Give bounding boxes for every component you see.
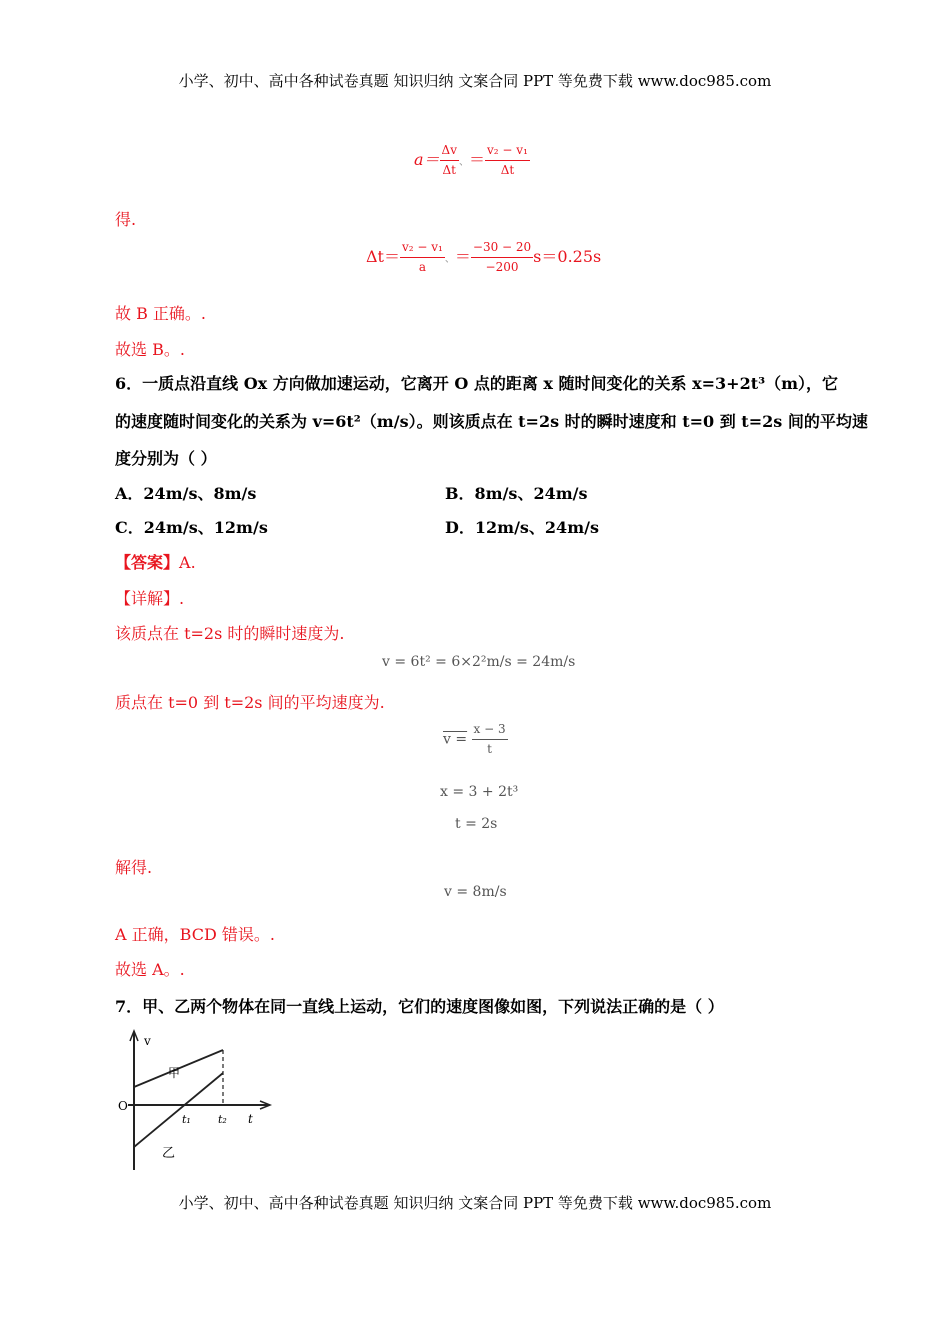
q6-option-c: C．24m/s、12m/s <box>115 518 268 537</box>
q6-line2: 的速度随时间变化的关系为 v=6t²（m/s）。则该质点在 t=2s 时的瞬时速度和 t=0 到 t=2s 间的平均速 <box>115 412 868 431</box>
answer-line <box>115 550 196 573</box>
text-jiede: 解得. <box>115 858 153 877</box>
equation-average-num: x − 3 <box>472 722 508 740</box>
formula1-frac2 <box>485 143 530 178</box>
line-yi <box>134 1073 223 1147</box>
formula2-rhs: s＝0.25s <box>533 247 602 266</box>
equation-average-den: t <box>487 742 492 756</box>
text-de: 得. <box>115 210 137 229</box>
label-t: t <box>248 1112 253 1126</box>
page-header: 小学、初中、高中各种试卷真题 知识归纳 文案合同 PPT 等免费下载 www.doc985.com <box>178 72 772 90</box>
q6-line3: 度分别为（ ） <box>115 449 217 468</box>
formula2-sep: 、 <box>444 254 455 265</box>
formula1-lhs: a＝ <box>414 150 440 169</box>
formula2-den1: a <box>418 260 427 274</box>
answer-label: 【答案】 <box>115 553 180 572</box>
velocity-time-graph <box>110 1025 280 1175</box>
answer-value: A. <box>179 553 196 572</box>
formula2-frac1 <box>400 240 445 275</box>
formula2-num1: v₂ − v₁ <box>400 240 445 258</box>
formula2-num2: −30 − 20 <box>471 240 533 258</box>
label-jia: 甲 <box>168 1066 181 1080</box>
q7-stem: 7．甲、乙两个物体在同一直线上运动，它们的速度图像如图，下列说法正确的是（ ） <box>115 997 724 1016</box>
formula1-eq: ＝ <box>469 150 486 169</box>
label-v: v <box>144 1034 151 1048</box>
q6-option-d: D．12m/s、24m/s <box>445 518 599 537</box>
formula1-num1: Δv <box>440 143 459 161</box>
equation-average-lhs: v = <box>443 731 468 748</box>
formula-acceleration <box>414 143 530 178</box>
text-a-correct: A 正确，BCD 错误。. <box>115 925 275 944</box>
formula2-den2: −200 <box>485 260 519 274</box>
solution-line2: 质点在 t=0 到 t=2s 间的平均速度为. <box>115 693 385 712</box>
detail-label: 【详解】. <box>115 589 185 608</box>
label-o: O <box>118 1099 128 1113</box>
label-t2: t₂ <box>218 1113 227 1126</box>
formula-delta-t <box>366 240 601 275</box>
label-yi: 乙 <box>162 1146 176 1161</box>
page-footer: 小学、初中、高中各种试卷真题 知识归纳 文案合同 PPT 等免费下载 www.doc985.com <box>178 1194 772 1212</box>
formula1-frac1 <box>440 143 459 178</box>
equation-x: x = 3 + 2t³ <box>440 784 519 800</box>
text-choose-b: 故选 B。. <box>115 340 185 359</box>
q6-option-b: B．8m/s、24m/s <box>445 484 588 503</box>
equation-result: v = 8m/s <box>444 884 507 900</box>
equation-t: t = 2s <box>455 816 498 832</box>
formula2-eq: ＝ <box>454 247 471 266</box>
formula1-den2: Δt <box>500 163 515 177</box>
q6-option-a: A．24m/s、8m/s <box>115 484 257 503</box>
formula2-lhs: Δt＝ <box>366 247 400 266</box>
formula1-sep: 、 <box>459 157 469 168</box>
q6-line1: 6．一质点沿直线 Ox 方向做加速运动，它离开 O 点的距离 x 随时间变化的关系 x=3+2t³（m），它 <box>115 374 839 393</box>
formula2-frac2 <box>471 240 533 275</box>
text-b-correct: 故 B 正确。. <box>115 304 207 323</box>
equation-average <box>443 722 508 757</box>
equation-velocity: v = 6t² = 6×2²m/s = 24m/s <box>382 654 576 670</box>
solution-line1: 该质点在 t=2s 时的瞬时速度为. <box>115 624 345 643</box>
formula1-num2: v₂ − v₁ <box>485 143 530 161</box>
text-choose-a: 故选 A。. <box>115 960 185 979</box>
formula1-den1: Δt <box>442 163 457 177</box>
label-t1: t₁ <box>182 1113 191 1126</box>
equation-average-frac <box>472 722 508 757</box>
